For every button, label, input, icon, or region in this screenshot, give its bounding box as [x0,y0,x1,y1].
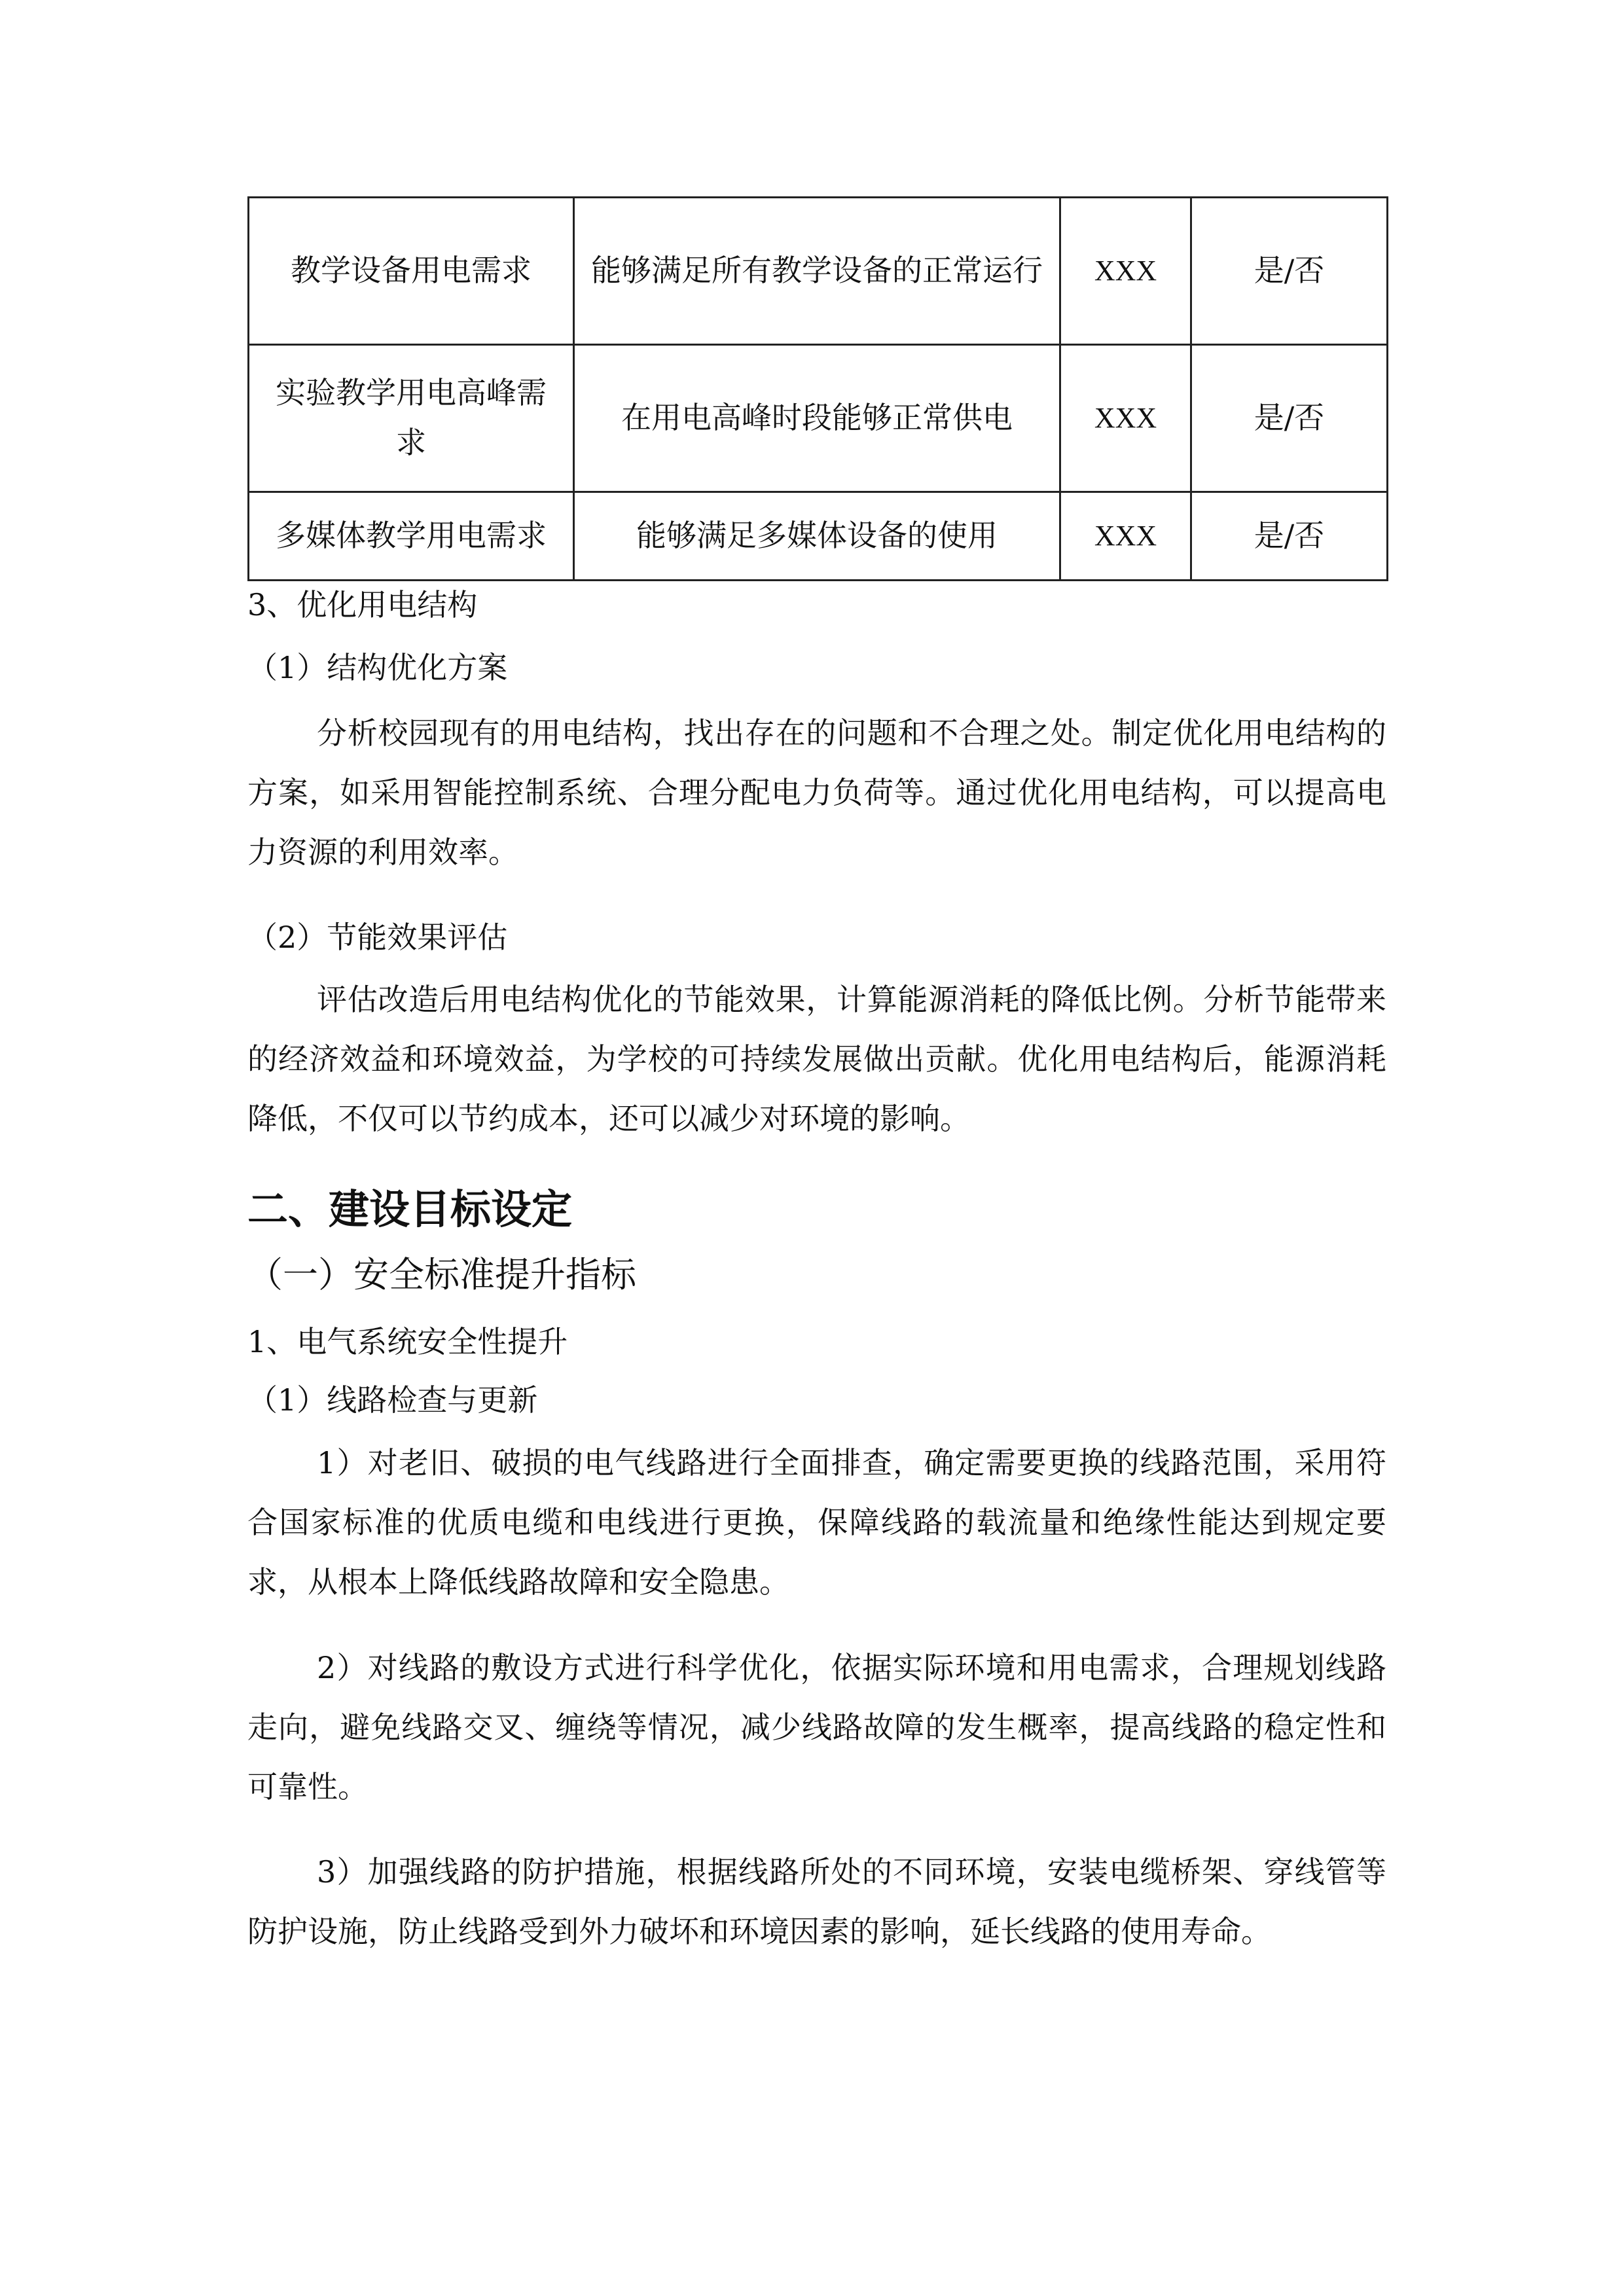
table-row [249,198,1388,345]
paragraph: 3）加强线路的防护措施，根据线路所处的不同环境，安装电缆桥架、穿线管等防护设施，防止线路受到外力破坏和环境因素的影响，延长线路的使用寿命。 [247,1854,1386,1949]
subsection-heading: （2）节能效果评估 [247,920,508,955]
table-cell-standard: 在用电高峰时段能够正常供电 [574,345,1060,492]
table-cell-value: XXX [1060,492,1191,581]
paragraph: 分析校园现有的用电结构，找出存在的问题和不合理之处。制定优化用电结构的方案，如采用智能控制系统、合理分配电力负荷等。通过优化用电结构，可以提高电力资源的利用效率。 [247,715,1386,870]
subsection-heading: （1）结构优化方案 [247,650,508,685]
item-heading: 1、电气系统安全性提升 [247,1324,568,1359]
section-heading: （一）安全标准提升指标 [247,1254,636,1295]
subsection-heading: （1）线路检查与更新 [247,1382,538,1418]
table-cell-result: 是/否 [1191,198,1388,345]
paragraph: 2）对线路的敷设方式进行科学优化，依据实际环境和用电需求，合理规划线路走向，避免线路交叉、缠绕等情况，减少线路故障的发生概率，提高线路的稳定性和可靠性。 [247,1650,1386,1804]
table-row [249,492,1388,581]
table-cell-item: 多媒体教学用电需求 [249,492,574,581]
paragraph: 评估改造后用电结构优化的节能效果，计算能源消耗的降低比例。分析节能带来的经济效益和环境效益，为学校的可持续发展做出贡献。优化用电结构后，能源消耗降低，不仅可以节约成本，还可以减少对环境的影响。 [247,982,1386,1136]
requirements-table [247,196,1388,581]
table-cell-standard: 能够满足多媒体设备的使用 [574,492,1060,581]
paragraph: 1）对老旧、破损的电气线路进行全面排查，确定需要更换的线路范围，采用符合国家标准的优质电缆和电线进行更换，保障线路的载流量和绝缘性能达到规定要求，从根本上降低线路故障和安全隐患。 [247,1445,1386,1600]
table-row [249,345,1388,492]
table-cell-item: 教学设备用电需求 [249,198,574,345]
chapter-heading: 二、建设目标设定 [247,1185,573,1233]
table-cell-result: 是/否 [1191,345,1388,492]
table-cell-result: 是/否 [1191,492,1388,581]
table-cell-item: 实验教学用电高峰需求 [249,345,574,492]
section-heading: 3、优化用电结构 [247,587,478,622]
table-cell-value: XXX [1060,345,1191,492]
table-cell-value: XXX [1060,198,1191,345]
table-cell-standard: 能够满足所有教学设备的正常运行 [574,198,1060,345]
